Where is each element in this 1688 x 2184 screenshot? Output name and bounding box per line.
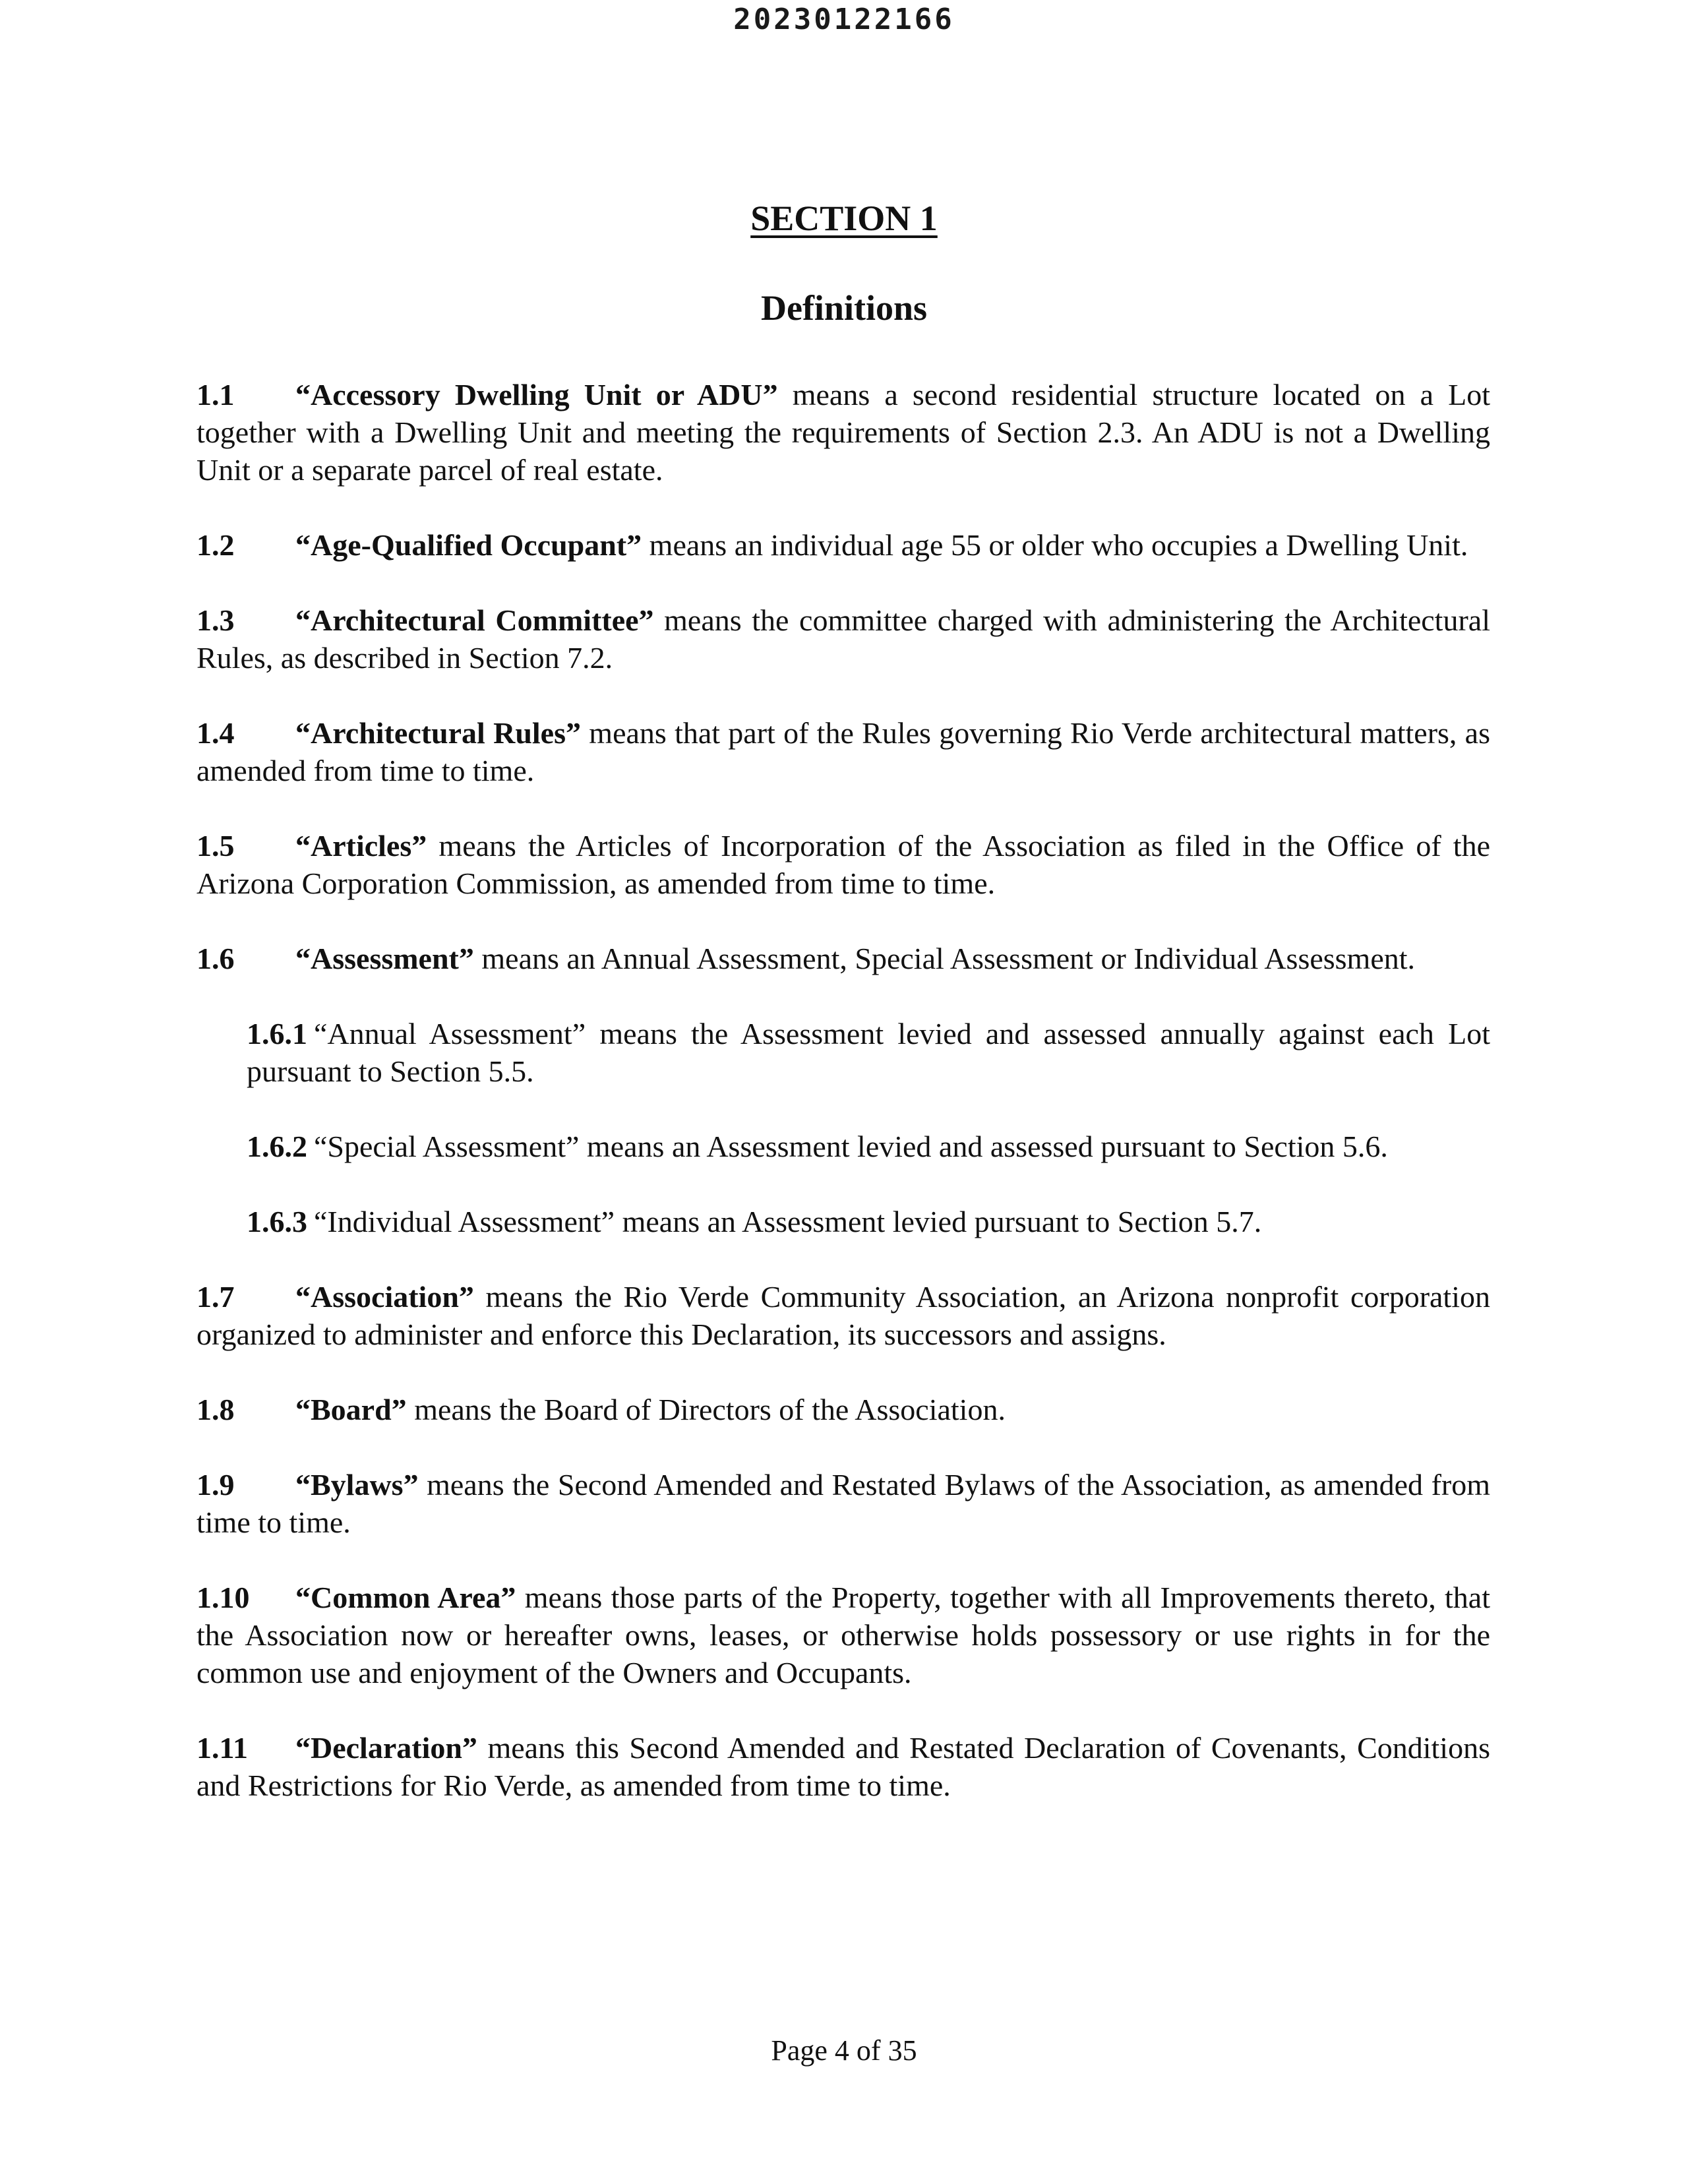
definition-term: “Age-Qualified Occupant” — [295, 528, 642, 562]
definition-term: “Association” — [295, 1280, 474, 1314]
definitions-body — [196, 376, 1490, 1842]
definition-number: 1.5 — [196, 829, 235, 863]
definition-number: 1.6.2 — [247, 1130, 307, 1163]
definition-item — [196, 526, 1490, 564]
definition-term: “Bylaws” — [295, 1468, 419, 1502]
definition-text: means the Second Amended and Restated Bylaws of the Association, as amended from time to time. — [196, 1468, 1490, 1539]
definition-term: “Assessment” — [295, 942, 474, 975]
definition-number: 1.7 — [196, 1280, 235, 1314]
definition-item — [196, 601, 1490, 677]
definition-item — [196, 1729, 1490, 1804]
definition-text: means an Assessment levied and assessed pursuant to Section 5.6. — [579, 1130, 1388, 1163]
definition-item — [196, 1579, 1490, 1691]
sub-definition-item — [247, 1203, 1490, 1240]
definition-term: “Architectural Committee” — [295, 603, 654, 637]
definition-number: 1.3 — [196, 603, 235, 637]
definition-item — [196, 1278, 1490, 1353]
definition-text: means the Rio Verde Community Association, an Arizona nonprofit corporation organized to administer and enforce this Declaration, its successors and assigns. — [196, 1280, 1490, 1351]
definition-term: “Special Assessment” — [314, 1130, 580, 1163]
section-title: Definitions — [760, 288, 928, 328]
definition-item — [196, 940, 1490, 977]
definition-item — [196, 1466, 1490, 1541]
definition-text: means an individual age 55 or older who occupies a Dwelling Unit. — [642, 528, 1468, 562]
definition-number: 1.8 — [196, 1393, 235, 1426]
definition-item — [196, 827, 1490, 902]
definition-text: means those parts of the Property, together with all Improvements thereto, that the Association now or hereafter owns, leases, or otherwise holds possessory or use rights in for the common use and enjoyment of the Owners and Occupants. — [196, 1581, 1490, 1689]
definition-text: means the Articles of Incorporation of the Association as filed in the Office of the Arizona Corporation Commission, as amended from time to time. — [196, 829, 1490, 900]
definition-term: “Annual Assessment” — [314, 1017, 586, 1050]
definition-term: “Declaration” — [295, 1731, 477, 1765]
definition-number: 1.1 — [196, 378, 235, 411]
definition-term: “Individual Assessment” — [314, 1205, 615, 1238]
definition-number: 1.4 — [196, 716, 235, 750]
definition-number: 1.6.3 — [247, 1205, 307, 1238]
definition-number: 1.6 — [196, 942, 235, 975]
definition-term: “Common Area” — [295, 1581, 516, 1614]
definition-text: means the committee charged with administering the Architectural Rules, as described in Section 7.2. — [196, 603, 1490, 675]
sub-definition-item — [247, 1128, 1490, 1165]
document-number: 20230122166 — [733, 3, 955, 36]
definition-text: means that part of the Rules governing Rio Verde architectural matters, as amended from time to time. — [196, 716, 1490, 787]
definition-term: “Accessory Dwelling Unit or ADU” — [295, 378, 778, 411]
definition-term: “Board” — [295, 1393, 407, 1426]
definition-term: “Architectural Rules” — [295, 716, 582, 750]
sub-definition-item — [247, 1015, 1490, 1090]
definition-number: 1.2 — [196, 528, 235, 562]
definition-item — [196, 376, 1490, 489]
definition-text: means the Board of Directors of the Association. — [406, 1393, 1006, 1426]
definition-text: means an Annual Assessment, Special Assessment or Individual Assessment. — [473, 942, 1416, 975]
definition-text: means a second residential structure located on a Lot together with a Dwelling Unit and meeting the requirements of Section 2.3. An ADU is not a Dwelling Unit or a separate parcel of real estate. — [196, 378, 1490, 487]
definition-number: 1.11 — [196, 1731, 248, 1765]
definition-number: 1.10 — [196, 1581, 250, 1614]
section-heading: SECTION 1 — [750, 198, 938, 238]
page-number: Page 4 of 35 — [771, 2034, 917, 2067]
definition-number: 1.6.1 — [247, 1017, 307, 1050]
definition-number: 1.9 — [196, 1468, 235, 1502]
definition-item — [196, 1391, 1490, 1428]
definition-text: means this Second Amended and Restated Declaration of Covenants, Conditions and Restrictions for Rio Verde, as amended from time to time. — [196, 1731, 1490, 1802]
definition-item — [196, 714, 1490, 789]
definition-term: “Articles” — [295, 829, 427, 863]
definition-text: means an Assessment levied pursuant to Section 5.7. — [615, 1205, 1262, 1238]
definition-text: means the Assessment levied and assessed annually against each Lot pursuant to Section 5.5. — [247, 1017, 1490, 1088]
